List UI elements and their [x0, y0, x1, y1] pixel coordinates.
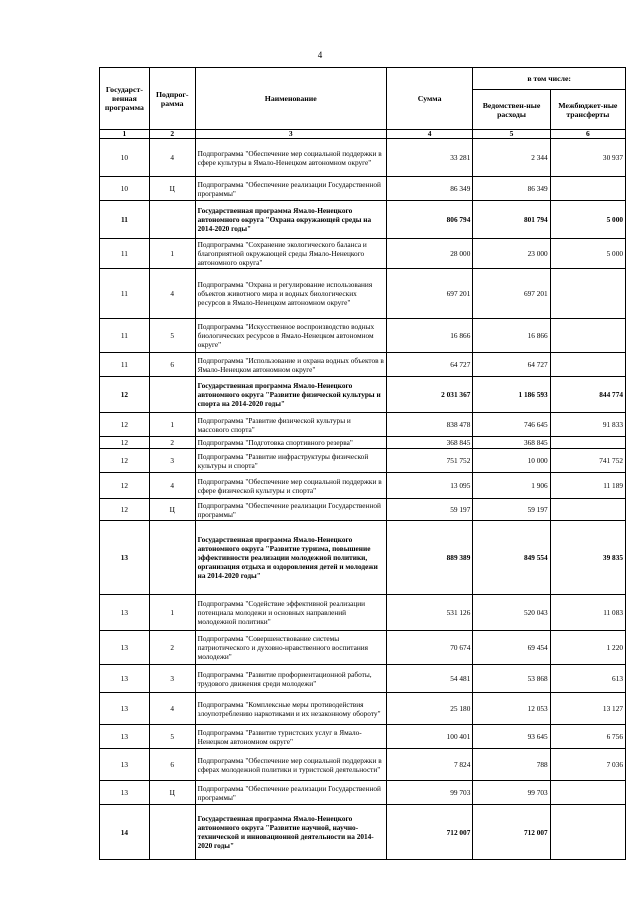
- name-cell: Подпрограмма "Совершенствование системы патриотического и духовно-нравственного воспитания молодежи": [195, 631, 386, 665]
- name-cell: Подпрограмма "Искусственное воспроизводство водных биологических ресурсов в Ямало-Ненецком автономном округе": [195, 319, 386, 353]
- sum-cell: 25 180: [386, 693, 472, 725]
- subprogram-row: [100, 139, 626, 177]
- departmental-cell: 99 703: [473, 781, 550, 805]
- name-cell: Подпрограмма "Комплексные меры противодействия злоупотреблению наркотиками и их незаконному обороту": [195, 693, 386, 725]
- index-cell: 6: [550, 130, 625, 139]
- program-code-cell: 12: [100, 449, 150, 473]
- header-sum: Сумма: [386, 68, 472, 130]
- name-cell: Подпрограмма "Содействие эффективной реализации потенциала молодежи и основных направлений молодежной политики": [195, 595, 386, 631]
- sum-cell: 7 824: [386, 749, 472, 781]
- subprogram-code-cell: 4: [149, 269, 195, 319]
- interbudget-cell: 7 036: [550, 749, 625, 781]
- header-interbudget: Межбюджет-ные трансферты: [550, 90, 625, 130]
- departmental-cell: 712 007: [473, 805, 550, 860]
- program-code-cell: 13: [100, 693, 150, 725]
- interbudget-cell: 741 752: [550, 449, 625, 473]
- subprogram-row: [100, 595, 626, 631]
- program-row: [100, 805, 626, 860]
- subprogram-row: [100, 665, 626, 693]
- name-cell: Подпрограмма "Охрана и регулирование использования объектов животного мира и водных биологических ресурсов в Ямало-Ненецком автономном округе": [195, 269, 386, 319]
- subprogram-row: [100, 631, 626, 665]
- name-cell: Подпрограмма "Подготовка спортивного резерва": [195, 437, 386, 449]
- program-code-cell: 11: [100, 353, 150, 377]
- program-code-cell: 14: [100, 805, 150, 860]
- departmental-cell: 23 000: [473, 239, 550, 269]
- subprogram-row: [100, 725, 626, 749]
- subprogram-row: [100, 693, 626, 725]
- subprogram-row: [100, 413, 626, 437]
- program-code-cell: 12: [100, 377, 150, 413]
- sum-cell: 2 031 367: [386, 377, 472, 413]
- subprogram-row: [100, 781, 626, 805]
- departmental-cell: 59 197: [473, 499, 550, 521]
- header-program: Государст-венная программа: [100, 68, 150, 130]
- name-cell: Подпрограмма "Использование и охрана водных объектов в Ямало-Ненецком автономном округе": [195, 353, 386, 377]
- interbudget-cell: 844 774: [550, 377, 625, 413]
- header-departmental: Ведомствен-ные расходы: [473, 90, 550, 130]
- sum-cell: 751 752: [386, 449, 472, 473]
- index-cell: 1: [100, 130, 150, 139]
- header-name: Наименование: [195, 68, 386, 130]
- subprogram-row: [100, 749, 626, 781]
- budget-table: [99, 67, 626, 860]
- name-cell: Подпрограмма "Обеспечение мер социальной поддержки в сфере физической культуры и спорта": [195, 473, 386, 499]
- subprogram-code-cell: Ц: [149, 781, 195, 805]
- program-code-cell: 11: [100, 319, 150, 353]
- sum-cell: 33 281: [386, 139, 472, 177]
- departmental-cell: 16 866: [473, 319, 550, 353]
- sum-cell: 86 349: [386, 177, 472, 201]
- departmental-cell: 86 349: [473, 177, 550, 201]
- subprogram-row: [100, 499, 626, 521]
- name-cell: Подпрограмма "Обеспечение мер социальной поддержки в сфере культуры в Ямало-Ненецком автономном округе": [195, 139, 386, 177]
- departmental-cell: 697 201: [473, 269, 550, 319]
- sum-cell: 531 126: [386, 595, 472, 631]
- sum-cell: 368 845: [386, 437, 472, 449]
- subprogram-code-cell: 4: [149, 693, 195, 725]
- subprogram-code-cell: 5: [149, 725, 195, 749]
- index-cell: 4: [386, 130, 472, 139]
- index-cell: 3: [195, 130, 386, 139]
- interbudget-cell: 30 937: [550, 139, 625, 177]
- interbudget-cell: 91 833: [550, 413, 625, 437]
- subprogram-code-cell: 6: [149, 353, 195, 377]
- program-code-cell: 12: [100, 437, 150, 449]
- program-code-cell: 13: [100, 781, 150, 805]
- name-cell: Подпрограмма "Обеспечение мер социальной поддержки в сферах молодежной политики и туристской деятельности": [195, 749, 386, 781]
- interbudget-cell: 39 835: [550, 521, 625, 595]
- departmental-cell: 788: [473, 749, 550, 781]
- table-body: [100, 139, 626, 860]
- program-row: [100, 201, 626, 239]
- program-row: [100, 377, 626, 413]
- header-including: в том числе:: [473, 68, 626, 90]
- interbudget-cell: 613: [550, 665, 625, 693]
- subprogram-code-cell: [149, 201, 195, 239]
- name-cell: Подпрограмма "Обеспечение реализации Государственной программы": [195, 781, 386, 805]
- subprogram-code-cell: [149, 805, 195, 860]
- name-cell: Подпрограмма "Развитие инфраструктуры физической культуры и спорта": [195, 449, 386, 473]
- subprogram-code-cell: 3: [149, 449, 195, 473]
- departmental-cell: 2 344: [473, 139, 550, 177]
- subprogram-row: [100, 449, 626, 473]
- interbudget-cell: [550, 437, 625, 449]
- subprogram-row: [100, 353, 626, 377]
- name-cell: Подпрограмма "Обеспечение реализации Государственной программы": [195, 177, 386, 201]
- subprogram-row: [100, 269, 626, 319]
- index-cell: 5: [473, 130, 550, 139]
- subprogram-code-cell: [149, 377, 195, 413]
- sum-cell: 28 000: [386, 239, 472, 269]
- program-code-cell: 11: [100, 239, 150, 269]
- subprogram-code-cell: Ц: [149, 499, 195, 521]
- name-cell: Подпрограмма "Развитие физической культуры и массового спорта": [195, 413, 386, 437]
- program-code-cell: 13: [100, 725, 150, 749]
- program-code-cell: 10: [100, 177, 150, 201]
- program-code-cell: 12: [100, 413, 150, 437]
- departmental-cell: 849 554: [473, 521, 550, 595]
- subprogram-code-cell: 2: [149, 631, 195, 665]
- interbudget-cell: 11 189: [550, 473, 625, 499]
- subprogram-code-cell: 6: [149, 749, 195, 781]
- interbudget-cell: 5 000: [550, 201, 625, 239]
- sum-cell: 838 478: [386, 413, 472, 437]
- departmental-cell: 53 868: [473, 665, 550, 693]
- interbudget-cell: 5 000: [550, 239, 625, 269]
- sum-cell: 712 007: [386, 805, 472, 860]
- interbudget-cell: 11 083: [550, 595, 625, 631]
- subprogram-code-cell: 3: [149, 665, 195, 693]
- sum-cell: 70 674: [386, 631, 472, 665]
- subprogram-code-cell: Ц: [149, 177, 195, 201]
- departmental-cell: 10 000: [473, 449, 550, 473]
- departmental-cell: 69 454: [473, 631, 550, 665]
- interbudget-cell: 6 756: [550, 725, 625, 749]
- interbudget-cell: [550, 319, 625, 353]
- sum-cell: 54 481: [386, 665, 472, 693]
- name-cell: Государственная программа Ямало-Ненецкого автономного округа "Развитие научной, научно-технической и инновационной деятельности на 2014-2020 годы": [195, 805, 386, 860]
- sum-cell: 64 727: [386, 353, 472, 377]
- program-code-cell: 12: [100, 499, 150, 521]
- departmental-cell: 12 053: [473, 693, 550, 725]
- sum-cell: 59 197: [386, 499, 472, 521]
- subprogram-code-cell: 4: [149, 473, 195, 499]
- sum-cell: 99 703: [386, 781, 472, 805]
- name-cell: Государственная программа Ямало-Ненецкого автономного округа "Развитие физической культуры и спорта на 2014-2020 годы": [195, 377, 386, 413]
- sum-cell: 806 794: [386, 201, 472, 239]
- subprogram-code-cell: 1: [149, 595, 195, 631]
- departmental-cell: 64 727: [473, 353, 550, 377]
- subprogram-code-cell: [149, 521, 195, 595]
- name-cell: Подпрограмма "Развитие профориентационной работы, трудового движения среди молодежи": [195, 665, 386, 693]
- subprogram-row: [100, 437, 626, 449]
- interbudget-cell: 13 127: [550, 693, 625, 725]
- subprogram-code-cell: 5: [149, 319, 195, 353]
- departmental-cell: 801 794: [473, 201, 550, 239]
- program-code-cell: 11: [100, 269, 150, 319]
- sum-cell: 16 866: [386, 319, 472, 353]
- program-code-cell: 13: [100, 665, 150, 693]
- sum-cell: 13 095: [386, 473, 472, 499]
- interbudget-cell: [550, 177, 625, 201]
- departmental-cell: 93 645: [473, 725, 550, 749]
- program-code-cell: 13: [100, 595, 150, 631]
- interbudget-cell: [550, 269, 625, 319]
- program-row: [100, 521, 626, 595]
- sum-cell: 889 389: [386, 521, 472, 595]
- name-cell: Государственная программа Ямало-Ненецкого автономного округа "Охрана окружающей среды на 2014-2020 годы": [195, 201, 386, 239]
- interbudget-cell: [550, 353, 625, 377]
- departmental-cell: 368 845: [473, 437, 550, 449]
- name-cell: Подпрограмма "Сохранение экологического баланса и благоприятной окружающей среды Ямало-Ненецкого автономного округа": [195, 239, 386, 269]
- name-cell: Государственная программа Ямало-Ненецкого автономного округа "Развитие туризма, повышение эффективности реализации молодежной политики, организация отдыха и оздоровления детей и молодежи на 2014-2020 годы": [195, 521, 386, 595]
- program-code-cell: 11: [100, 201, 150, 239]
- name-cell: Подпрограмма "Развитие туристских услуг в Ямало-Ненецком автономном округе": [195, 725, 386, 749]
- subprogram-code-cell: 2: [149, 437, 195, 449]
- subprogram-row: [100, 473, 626, 499]
- interbudget-cell: 1 220: [550, 631, 625, 665]
- departmental-cell: 1 906: [473, 473, 550, 499]
- interbudget-cell: [550, 805, 625, 860]
- subprogram-row: [100, 177, 626, 201]
- interbudget-cell: [550, 781, 625, 805]
- subprogram-code-cell: 4: [149, 139, 195, 177]
- sum-cell: 100 401: [386, 725, 472, 749]
- departmental-cell: 746 645: [473, 413, 550, 437]
- interbudget-cell: [550, 499, 625, 521]
- program-code-cell: 12: [100, 473, 150, 499]
- sum-cell: 697 201: [386, 269, 472, 319]
- program-code-cell: 13: [100, 749, 150, 781]
- program-code-cell: 13: [100, 521, 150, 595]
- subprogram-code-cell: 1: [149, 239, 195, 269]
- program-code-cell: 10: [100, 139, 150, 177]
- program-code-cell: 13: [100, 631, 150, 665]
- subprogram-row: [100, 239, 626, 269]
- subprogram-row: [100, 319, 626, 353]
- header-subprogram: Подпрог-рамма: [149, 68, 195, 130]
- departmental-cell: 1 186 593: [473, 377, 550, 413]
- name-cell: Подпрограмма "Обеспечение реализации Государственной программы": [195, 499, 386, 521]
- subprogram-code-cell: 1: [149, 413, 195, 437]
- index-cell: 2: [149, 130, 195, 139]
- departmental-cell: 520 043: [473, 595, 550, 631]
- page-number: 4: [317, 50, 323, 60]
